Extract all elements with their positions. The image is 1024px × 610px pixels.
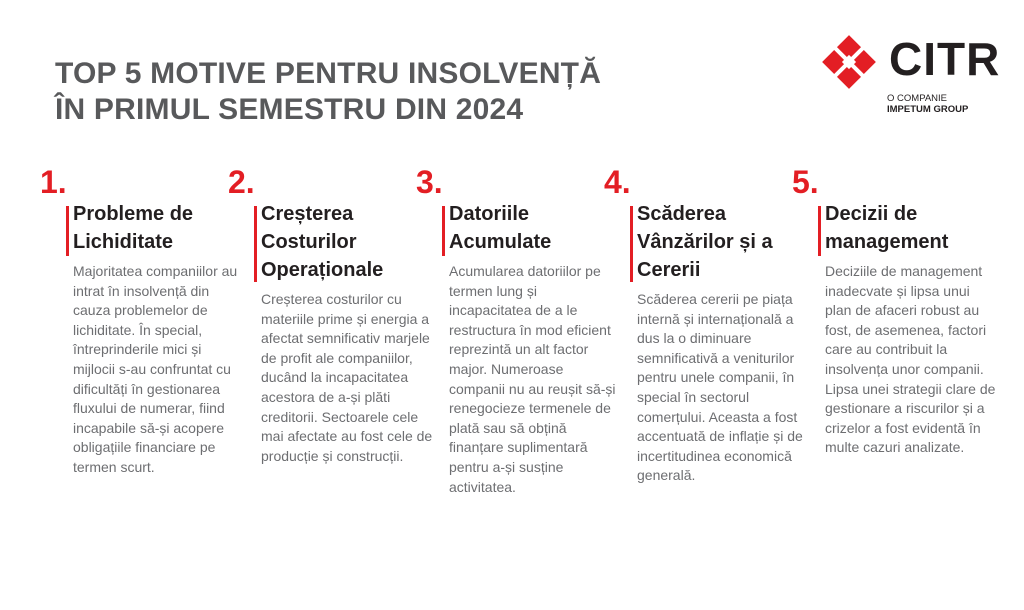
accent-bar <box>442 206 445 256</box>
reason-number: 1. <box>40 164 67 200</box>
logo-name: CITR <box>889 33 1001 85</box>
reason-heading: Creșterea Costurilor Operaționale <box>261 203 384 281</box>
citr-logo <box>818 31 1008 121</box>
reason-text: Creșterea costurilor cu materiile prime și energia a afectat semnificativ marjele de profit ale companiilor, ducând la incapacitatea acestora de a-și plăti creditorii. Sectoarele cele mai afectate au fost cele de producție și construcții. <box>261 291 433 464</box>
reason-number: 3. <box>416 164 443 200</box>
reason-number: 4. <box>604 164 631 200</box>
logo-subtitle-2: IMPETUM GROUP <box>887 104 969 115</box>
logo-subtitle-1: O COMPANIE <box>887 93 947 104</box>
reason-heading: Datoriile Acumulate <box>449 203 552 253</box>
title-line-1: TOP 5 MOTIVE PENTRU INSOLVENȚĂ <box>55 57 602 90</box>
reason-text: Deciziile de management inadecvate și lipsa unui plan de afaceri robust au fost, de asemenea, factori care au contribuit la insolvența unor companii. Lipsa unei strategii clare de gestionare a riscurilor și a crizelor a fost evidentă în multe cazuri analizate. <box>825 263 996 456</box>
accent-bar <box>66 206 69 256</box>
reason-text: Scăderea cererii pe piața internă și internațională a dus la o diminuare semnificativă a veniturilor pentru unele companii, în special în sectorul comerțului. Aceasta a fost accentuată de inflație și de incertitudinea economică generală. <box>637 291 803 484</box>
title-line-2: ÎN PRIMUL SEMESTRU DIN 2024 <box>55 93 524 126</box>
reason-text: Acumularea datoriilor pe termen lung și incapacitatea de a le restructura în mod eficient reprezintă un alt factor major. Numeroase companii nu au reușit să-și renegocieze termenele de plată sau să obțină finanțare suplimentară pentru a-și susține activitatea. <box>449 263 616 495</box>
reason-number: 2. <box>228 164 255 200</box>
reason-heading: Scăderea Vânzărilor și a Cererii <box>637 203 773 281</box>
accent-bar <box>630 206 633 282</box>
accent-bar <box>818 206 821 256</box>
reason-heading: Probleme de Lichiditate <box>73 203 194 253</box>
reason-number: 5. <box>792 164 819 200</box>
page-title <box>55 56 695 128</box>
citr-logo-mark-icon <box>818 31 880 93</box>
reason-heading: Decizii de management <box>825 203 949 253</box>
reason-text: Majoritatea companiilor au intrat în insolvență din cauza problemelor de lichiditate. În special, întreprinderile mici și mijlocii s-au confruntat cu dificultăți în gestionarea fluxului de numerar, fiind incapabile să-și acopere obligațiile financiare pe termen scurt. <box>73 263 238 475</box>
accent-bar <box>254 206 257 282</box>
